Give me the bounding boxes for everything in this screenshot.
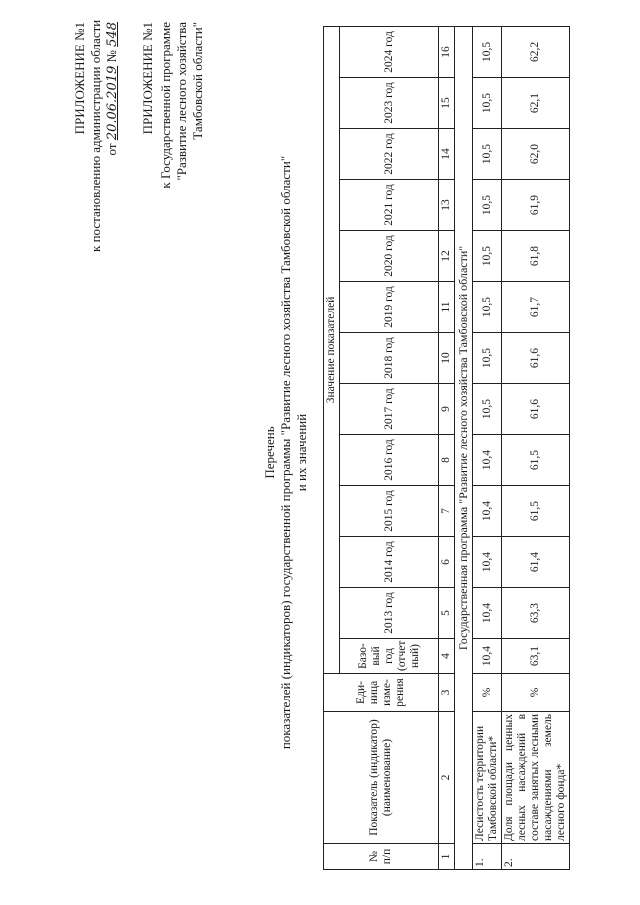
section-row [455, 26, 473, 869]
header-no: № п/п [324, 844, 439, 870]
number-prefix: № [104, 50, 119, 63]
column-number: 3 [439, 674, 455, 712]
column-number: 7 [439, 486, 455, 537]
column-number: 14 [439, 129, 455, 180]
header-year: 2020 год [340, 231, 439, 282]
row-value: 61,5 [502, 435, 570, 486]
appendix2-title: ПРИЛОЖЕНИЕ №1 [140, 22, 155, 135]
header-indicator: Показатель (индикатор) (наименование) [324, 712, 439, 844]
row-value: 10,5 [473, 78, 502, 129]
appendix2-region: Тамбовской области" [190, 22, 205, 140]
row-base-value: 63,1 [502, 639, 570, 674]
header-year: 2024 год [340, 26, 439, 77]
table-row [473, 26, 502, 869]
header-year: 2017 год [340, 384, 439, 435]
row-number: 1. [473, 844, 502, 870]
row-value: 10,5 [473, 129, 502, 180]
row-indicator-name: Доля площади ценных лесных насаждений в составе занятых лесными насаждениями земель лесного фонда* [502, 712, 570, 844]
row-value: 10,5 [473, 180, 502, 231]
column-number: 1 [439, 844, 455, 870]
row-value: 62,1 [502, 78, 570, 129]
column-number: 4 [439, 639, 455, 674]
row-unit: % [502, 674, 570, 712]
row-value: 61,8 [502, 231, 570, 282]
header-year: 2016 год [340, 435, 439, 486]
row-number: 2. [502, 844, 570, 870]
row-value: 62,2 [502, 26, 570, 77]
column-number: 5 [439, 588, 455, 639]
column-number: 16 [439, 26, 455, 77]
column-number: 15 [439, 78, 455, 129]
appendix1-title: ПРИЛОЖЕНИЕ №1 [72, 22, 87, 135]
column-number: 6 [439, 537, 455, 588]
section-title: Государственная программа "Развитие лесного хозяйства Тамбовской области" [455, 26, 473, 869]
document-subtitle: показателей (индикаторов) государственной программы "Развитие лесного хозяйства Тамбовской области" [278, 155, 293, 750]
row-value: 10,4 [473, 486, 502, 537]
row-value: 10,5 [473, 384, 502, 435]
row-value: 61,5 [502, 486, 570, 537]
header-unit: Еди-ница изме-рения [324, 674, 439, 712]
decree-date: 20.06.2019 [105, 65, 120, 141]
header-year: 2018 год [340, 333, 439, 384]
column-number: 10 [439, 333, 455, 384]
indicators-table [323, 26, 570, 870]
column-number: 8 [439, 435, 455, 486]
date-prefix: от [104, 143, 119, 156]
header-year: 2021 год [340, 180, 439, 231]
row-value: 10,5 [473, 333, 502, 384]
row-value: 10,5 [473, 231, 502, 282]
row-value: 61,9 [502, 180, 570, 231]
column-number: 9 [439, 384, 455, 435]
header-year: 2014 год [340, 537, 439, 588]
header-values-group: Значение показателей [324, 26, 340, 673]
row-value: 61,6 [502, 384, 570, 435]
row-value: 62,0 [502, 129, 570, 180]
column-number: 13 [439, 180, 455, 231]
appendix1-decree: к постановлению администрации области [88, 19, 103, 252]
header-year: 2019 год [340, 282, 439, 333]
row-value: 63,3 [502, 588, 570, 639]
appendix2-program: "Развитие лесного хозяйства [174, 22, 189, 181]
header-year: 2013 год [340, 588, 439, 639]
header-year: 2022 год [340, 129, 439, 180]
row-base-value: 10,4 [473, 639, 502, 674]
row-value: 61,7 [502, 282, 570, 333]
row-unit: % [473, 674, 502, 712]
decree-number: 548 [105, 22, 120, 47]
row-value: 61,4 [502, 537, 570, 588]
row-value: 10,4 [473, 588, 502, 639]
column-number: 2 [439, 712, 455, 844]
row-value: 10,4 [473, 537, 502, 588]
header-base-year: Базо-вый год (отчет ный) [340, 639, 439, 674]
document-subtitle-2: и их значений [294, 413, 309, 492]
row-indicator-name: Лесистость территории Тамбовской области* [473, 712, 502, 844]
appendix1-date-line [104, 22, 121, 212]
row-value: 10,4 [473, 435, 502, 486]
header-year: 2023 год [340, 78, 439, 129]
table-row [502, 26, 570, 869]
row-value: 10,5 [473, 26, 502, 77]
column-number: 12 [439, 231, 455, 282]
column-number: 11 [439, 282, 455, 333]
row-value: 10,5 [473, 282, 502, 333]
column-numbers-row [439, 26, 455, 869]
row-value: 61,6 [502, 333, 570, 384]
header-year: 2015 год [340, 486, 439, 537]
appendix2-to: к Государственной программе [158, 22, 173, 189]
document-title: Перечень [262, 426, 277, 479]
